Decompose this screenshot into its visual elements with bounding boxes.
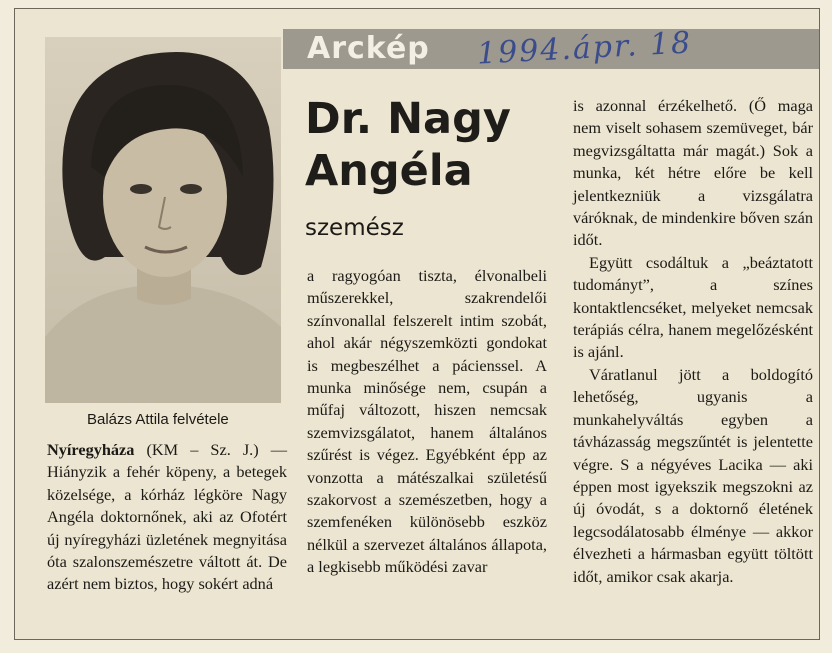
byline: (KM – Sz. J.) <box>146 440 259 459</box>
article-subheadline: szemész <box>305 215 404 241</box>
column-1-text: — Hiányzik a fehér köpeny, a betegek közelsége, a kórház légköre Nagy Angéla doktornőnek, aki az Ofotért új nyíregyházi üzletének megnyitása óta szalonszemészetre váltott át. De azért nem biztos, hogy sokért adná <box>47 440 287 594</box>
photo-caption: Balázs Attila felvétele <box>87 411 229 428</box>
portrait-image <box>45 37 281 403</box>
section-label: Arckép <box>307 31 430 66</box>
column-3-paragraph-2: Együtt csodáltuk a „beáztatott tudományt”, a színes kontaktlencséket, melyeket nemcsak terápiás célra, hanem megelőzésként is ajánl. <box>573 252 813 362</box>
portrait-photo <box>45 37 281 403</box>
dateline: Nyíregyháza <box>47 440 135 459</box>
column-3-paragraph-3: Váratlanul jött a boldogító lehetőség, ugyanis a munkahelyváltás egyben a távházasság megszűntét is jelentette végre. S a négyéves Lacika — aki éppen most igyekszik megszokni az új óvodát, s a doktornő életének legcsodálatosabb élménye — akkor élvezheti a hármasban együtt töltött időt, amikor csak akarja. <box>573 364 813 586</box>
handwritten-date: 1994.ápr. 18 <box>476 25 694 72</box>
article-column-1 <box>47 439 287 596</box>
article-column-2 <box>307 265 547 579</box>
article-column-3 <box>573 95 813 588</box>
column-3-paragraph-1: is azonnal érzékelhető. (Ő maga nem viselt sohasem szemüveget, bár megvizsgáltatta már magát.) Sok a munka, két hétre előre be kell jelentkezniük a vizsgálatra váróknak, de mindenkire bőven szán időt. <box>573 96 813 250</box>
newspaper-clipping <box>14 8 820 640</box>
article-headline: Dr. Nagy Angéla <box>305 94 511 196</box>
column-2-text: a ragyogóan tiszta, élvonalbeli műszerekkel, szakrendelői színvonallal felszerelt intim szobát, ahol akár négyszemközti gondokat is megbeszélhet a pácienssel. A munka minősége nem, csupán a műfaj változott, hiszen nemcsak szemvizsgálatot, hanem általános szűrést is végez. Egyébként épp az vonzotta a mátészalkai születésű szakorvost a szemészetben, hogy a szemfenéken különösebb eszköz nélkül a szervezet általános állapota, a legkisebb működési zavar <box>307 266 547 577</box>
